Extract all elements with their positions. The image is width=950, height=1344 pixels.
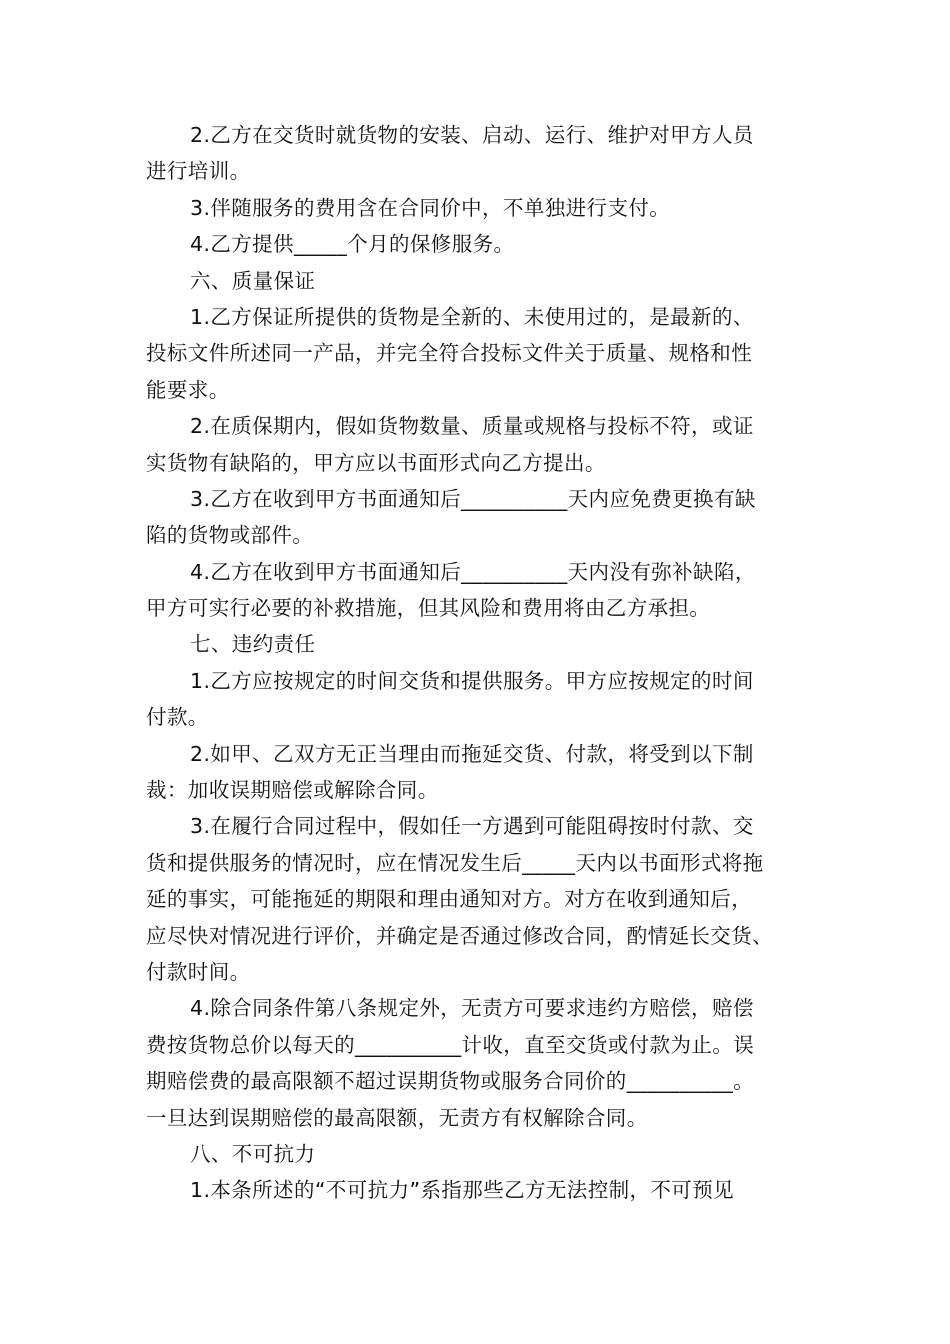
text-line: 4.除合同条件第八条规定外，无责方可要求违约方赔偿，赔偿	[190, 996, 754, 1021]
text-line: 货和提供服务的情况时，应在情况发生后_____天内以书面形式将拖	[146, 850, 764, 875]
text-line: 1.乙方应按规定的时间交货和提供服务。甲方应按规定的时间	[190, 668, 754, 693]
text-line: 应尽快对情况进行评价，并确定是否通过修改合同，酌情延长交货、	[146, 923, 773, 948]
text-line: 费按货物总价以每天的__________计收，直至交货或付款为止。误	[146, 1032, 755, 1057]
section-heading: 六、质量保证	[190, 268, 316, 293]
text-line: 进行培训。	[146, 159, 251, 184]
text-line: 1.乙方保证所提供的货物是全新的、未使用过的，是最新的、	[190, 304, 754, 329]
text-line: 裁：加收误期赔偿或解除合同。	[146, 778, 439, 803]
section-heading: 七、违约责任	[190, 632, 316, 657]
text-line: 2.如甲、乙双方无正当理由而拖延交货、付款，将受到以下制	[190, 741, 754, 766]
text-line: 3.在履行合同过程中，假如任一方遇到可能阻碍按时付款、交	[190, 814, 754, 839]
text-line: 4.乙方在收到甲方书面通知后__________天内没有弥补缺陷，	[190, 559, 756, 584]
text-line: 能要求。	[146, 377, 230, 402]
text-line: 延的事实，可能拖延的期限和理由通知对方。对方在收到通知后，	[146, 887, 753, 912]
text-line: 2.在质保期内，假如货物数量、质量或规格与投标不符，或证	[190, 414, 754, 439]
text-line: 3.伴随服务的费用含在合同价中，不单独进行支付。	[190, 195, 671, 220]
text-line: 3.乙方在收到甲方书面通知后__________天内应免费更换有缺	[190, 486, 756, 511]
text-line: 实货物有缺陷的，甲方应以书面形式向乙方提出。	[146, 450, 606, 475]
text-line: 甲方可实行必要的补救措施，但其风险和费用将由乙方承担。	[146, 596, 711, 621]
text-line: 付款时间。	[146, 959, 251, 984]
text-line: 陷的货物或部件。	[146, 523, 314, 548]
text-line: 4.乙方提供_____个月的保修服务。	[190, 232, 515, 257]
text-line: 付款。	[146, 705, 209, 730]
text-line: 1.本条所述的“不可抗力”系指那些乙方无法控制，不可预见	[190, 1178, 734, 1203]
text-line: 一旦达到误期赔偿的最高限额，无责方有权解除合同。	[146, 1105, 648, 1130]
text-line: 2.乙方在交货时就货物的安装、启动、运行、维护对甲方人员	[190, 123, 754, 147]
text-line: 投标文件所述同一产品，并完全符合投标文件关于质量、规格和性	[146, 341, 753, 366]
contract-text-body	[146, 117, 816, 1209]
text-line: 期赔偿费的最高限额不超过误期货物或服务合同价的__________。	[146, 1069, 755, 1094]
section-heading: 八、不可抗力	[190, 1141, 316, 1166]
